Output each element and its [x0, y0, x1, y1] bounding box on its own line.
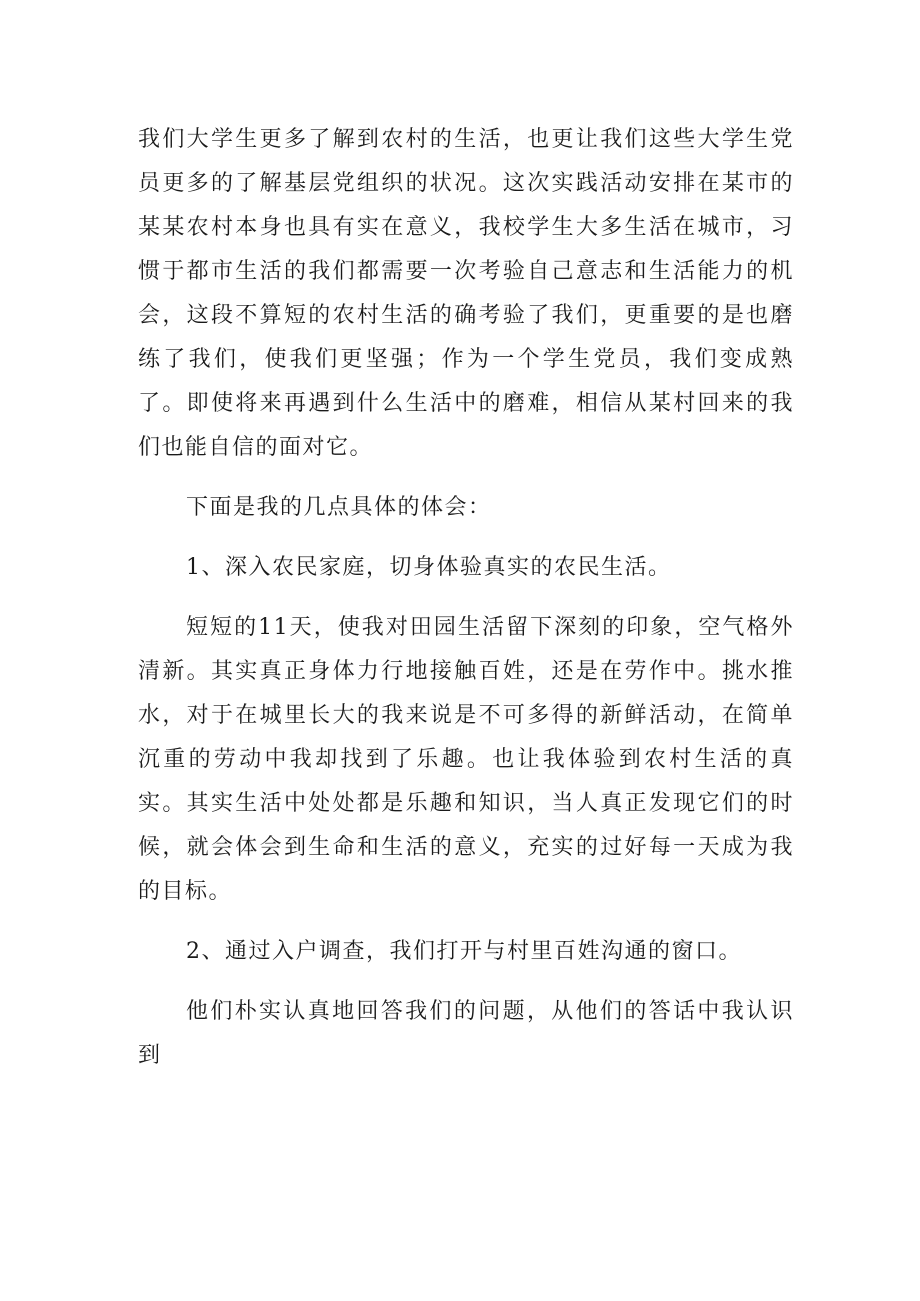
paragraph-section-1: 短短的11天，使我对田园生活留下深刻的印象，空气格外清新。其实真正身体力行地接触百姓，还是在劳作中。挑水推水，对于在城里长大的我来说是不可多得的新鲜活动，在简单沉重的劳动中我却找到了乐趣。也让我体验到农村生活的真实。其实生活中处处都是乐趣和知识，当人真正发现它们的时候，就会体会到生命和生活的意义，充实的过好每一天成为我的目标。 [138, 615, 794, 904]
paragraph-continuation: 我们大学生更多了解到农村的生活，也更让我们这些大学生党员更多的了解基层党组织的状况。这次实践活动安排在某市的某某农村本身也具有实在意义，我校学生大多生活在城市，习惯于都市生活的我们都需要一次考验自己意志和生活能力的机会，这段不算短的农村生活的确考验了我们，更重要的是也磨练了我们，使我们更坚强；作为一个学生党员，我们变成熟了。即使将来再遇到什么生活中的磨难，相信从某村回来的我们也能自信的面对它。 [138, 127, 794, 460]
paragraph-section-2: 他们朴实认真地回答我们的问题，从他们的答话中我认识到 [138, 999, 794, 1068]
paragraph-intro: 下面是我的几点具体的体会： [186, 495, 492, 520]
section-heading-2: 2、通过入户调查，我们打开与村里百姓沟通的窗口。 [186, 939, 742, 964]
section-heading-1: 1、深入农民家庭，切身体验真实的农民生活。 [186, 555, 672, 580]
document-body [138, 118, 794, 1094]
